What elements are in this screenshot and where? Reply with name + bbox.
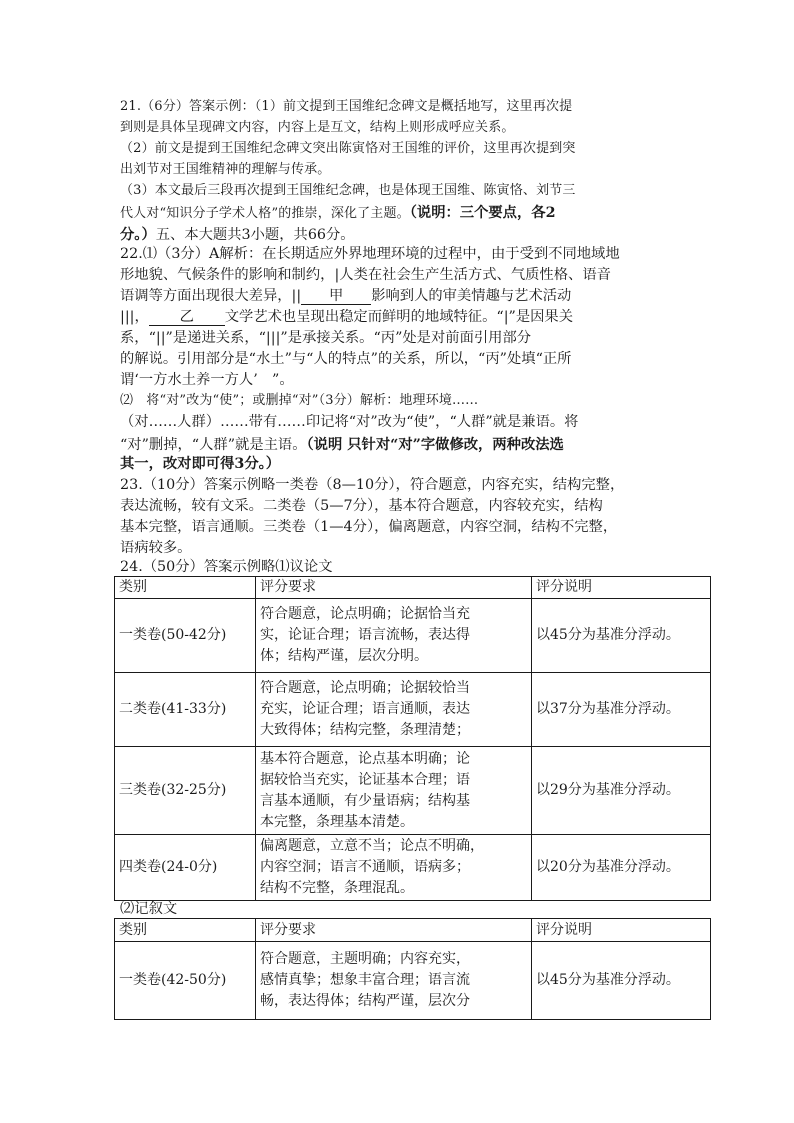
q23-line-4: 语病较多。	[120, 540, 192, 556]
note-cell: 以37分为基准分浮动。	[532, 673, 711, 747]
q22-line-5: 系，“||”是递进关系，“|||”是承接关系。“丙”处是对前面引用部分	[120, 330, 532, 346]
narrative-scoring-table	[114, 918, 711, 1020]
q22-line-2: 形地貌、气候条件的影响和制约，|人类在社会生产生活方式、气质性格、语音	[120, 267, 611, 283]
q21-line-2: 到则是具体呈现碑文内容，内容上是互文，结构上则形成呼应关系。	[120, 120, 515, 135]
category-cell: 四类卷(24-0分)	[115, 835, 256, 901]
category-cell: 三类卷(32-25分)	[115, 747, 256, 835]
q21-line-6-text: 代人对“知识分子学术人格”的推崇，深化了主题。	[120, 206, 410, 221]
table-row	[115, 599, 711, 673]
q24-subtitle-narrative: ⑵记叙文	[120, 901, 178, 917]
note-cell: 以20分为基准分浮动。	[532, 835, 711, 901]
q22-scoring-note: （说明 只针对“对”字做修改，两种改法选	[306, 437, 564, 453]
header-category: 类别	[115, 577, 256, 599]
q22-line-1: 22.⑴（3分）A解析：在长期适应外界地理环境的过程中，由于受到不同地域地	[120, 246, 620, 262]
header-requirements: 评分要求	[256, 919, 532, 942]
q22-line-8: ⑵ 将“对”改为“使”；或删掉“对”（3分）解析：地理环境……	[120, 393, 479, 408]
q23-line-1: 23.（10分）答案示例略一类卷（8—10分），符合题意，内容充实，结构完整，	[120, 477, 625, 493]
q23-line-3: 基本完整，语言通顺。三类卷（1—4分），偏离题意，内容空洞，结构不完整，	[120, 519, 618, 535]
requirement-cell: 符合题意，论点明确；论据恰当充 实，论证合理；语言流畅，表达得 体；结构严谨，层次分明。	[256, 599, 532, 673]
header-notes: 评分说明	[532, 919, 711, 942]
q21-line-4: 出刘节对王国维精神的理解与传承。	[120, 162, 331, 177]
header-notes: 评分说明	[532, 577, 711, 599]
blank-jia: 甲	[301, 289, 371, 305]
q21-line-3: （2）前文是提到王国维纪念碑文突出陈寅恪对王国维的评价，这里再次提到突	[120, 141, 576, 156]
category-cell: 一类卷(50-42分)	[115, 599, 256, 673]
argumentative-scoring-table	[114, 576, 711, 901]
q21-line-6	[120, 204, 556, 220]
note-cell: 以45分为基准分浮动。	[532, 599, 711, 673]
requirement-cell: 偏离题意，立意不当；论点不明确， 内容空洞；语言不通顺，语病多； 结构不完整，条理混乱。	[256, 835, 532, 901]
requirement-cell: 符合题意，主题明确；内容充实， 感情真挚；想象丰富合理；语言流 畅，表达得体；结构严谨，层次分	[256, 942, 532, 1020]
q21-line-5: （3）本文最后三段再次提到王国维纪念碑，也是体现王国维、陈寅恪、刘节三	[120, 183, 576, 198]
q21-scoring-note: （说明：三个要点，各2	[409, 205, 556, 221]
table-header-row	[115, 577, 711, 599]
section-five-heading: 五、本大题共3小题，共66分。	[155, 227, 355, 243]
q24-title: 24.（50分）答案示例略⑴议论文	[120, 559, 333, 575]
category-cell: 二类卷(41-33分)	[115, 673, 256, 747]
table-row	[115, 747, 711, 835]
table-header-row	[115, 919, 711, 942]
q22-line-4: |||， 乙 文学艺术也呈现出稳定而鲜明的地域特征。“|”是因果关	[120, 309, 574, 325]
q22-line-9: （对……人群）……带有……印记将“对”改为“使”，“人群”就是兼语。将	[120, 414, 579, 430]
q21-line-1: 21.（6分）答案示例：（1）前文提到王国维纪念碑文是概括地写，这里再次提	[120, 99, 573, 114]
table-row	[115, 942, 711, 1020]
q21-line-7	[120, 226, 355, 242]
q22-line-11: 其一，改对即可得3分。）	[120, 456, 281, 472]
header-requirements: 评分要求	[256, 577, 532, 599]
category-cell: 一类卷(42-50分)	[115, 942, 256, 1020]
requirement-cell: 符合题意，论点明确；论据较恰当 充实，论证合理；语言通顺，表达 大致得体；结构完整，条理清楚；	[256, 673, 532, 747]
q23-line-2: 表达流畅，较有文采。二类卷（5—7分），基本符合题意，内容较充实，结构	[120, 498, 603, 514]
q22-line-7: 谓‘一方水土养一方人’ ”。	[120, 372, 294, 388]
q22-line-3: 语调等方面出现很大差异，|| 甲 影响到人的审美情趣与艺术活动	[120, 288, 572, 304]
q21-scoring-note-end: 分。）	[120, 227, 156, 243]
q22-line-10: “对”删掉，“人群”就是主语。（说明 只针对“对”字做修改，两种改法选	[120, 437, 564, 453]
header-category: 类别	[115, 919, 256, 942]
note-cell: 以45分为基准分浮动。	[532, 942, 711, 1020]
blank-yi: 乙	[149, 310, 225, 326]
table-row	[115, 673, 711, 747]
requirement-cell: 基本符合题意，论点基本明确；论 据较恰当充实，论证基本合理；语 言基本通顺，有少量语病；结构基 本完整，条理基本清楚。	[256, 747, 532, 835]
note-cell: 以29分为基准分浮动。	[532, 747, 711, 835]
table-row	[115, 835, 711, 901]
q22-line-6: 的解说。引用部分是“水土”与“人的特点”的关系，所以，“丙”处填“正所	[120, 351, 572, 367]
